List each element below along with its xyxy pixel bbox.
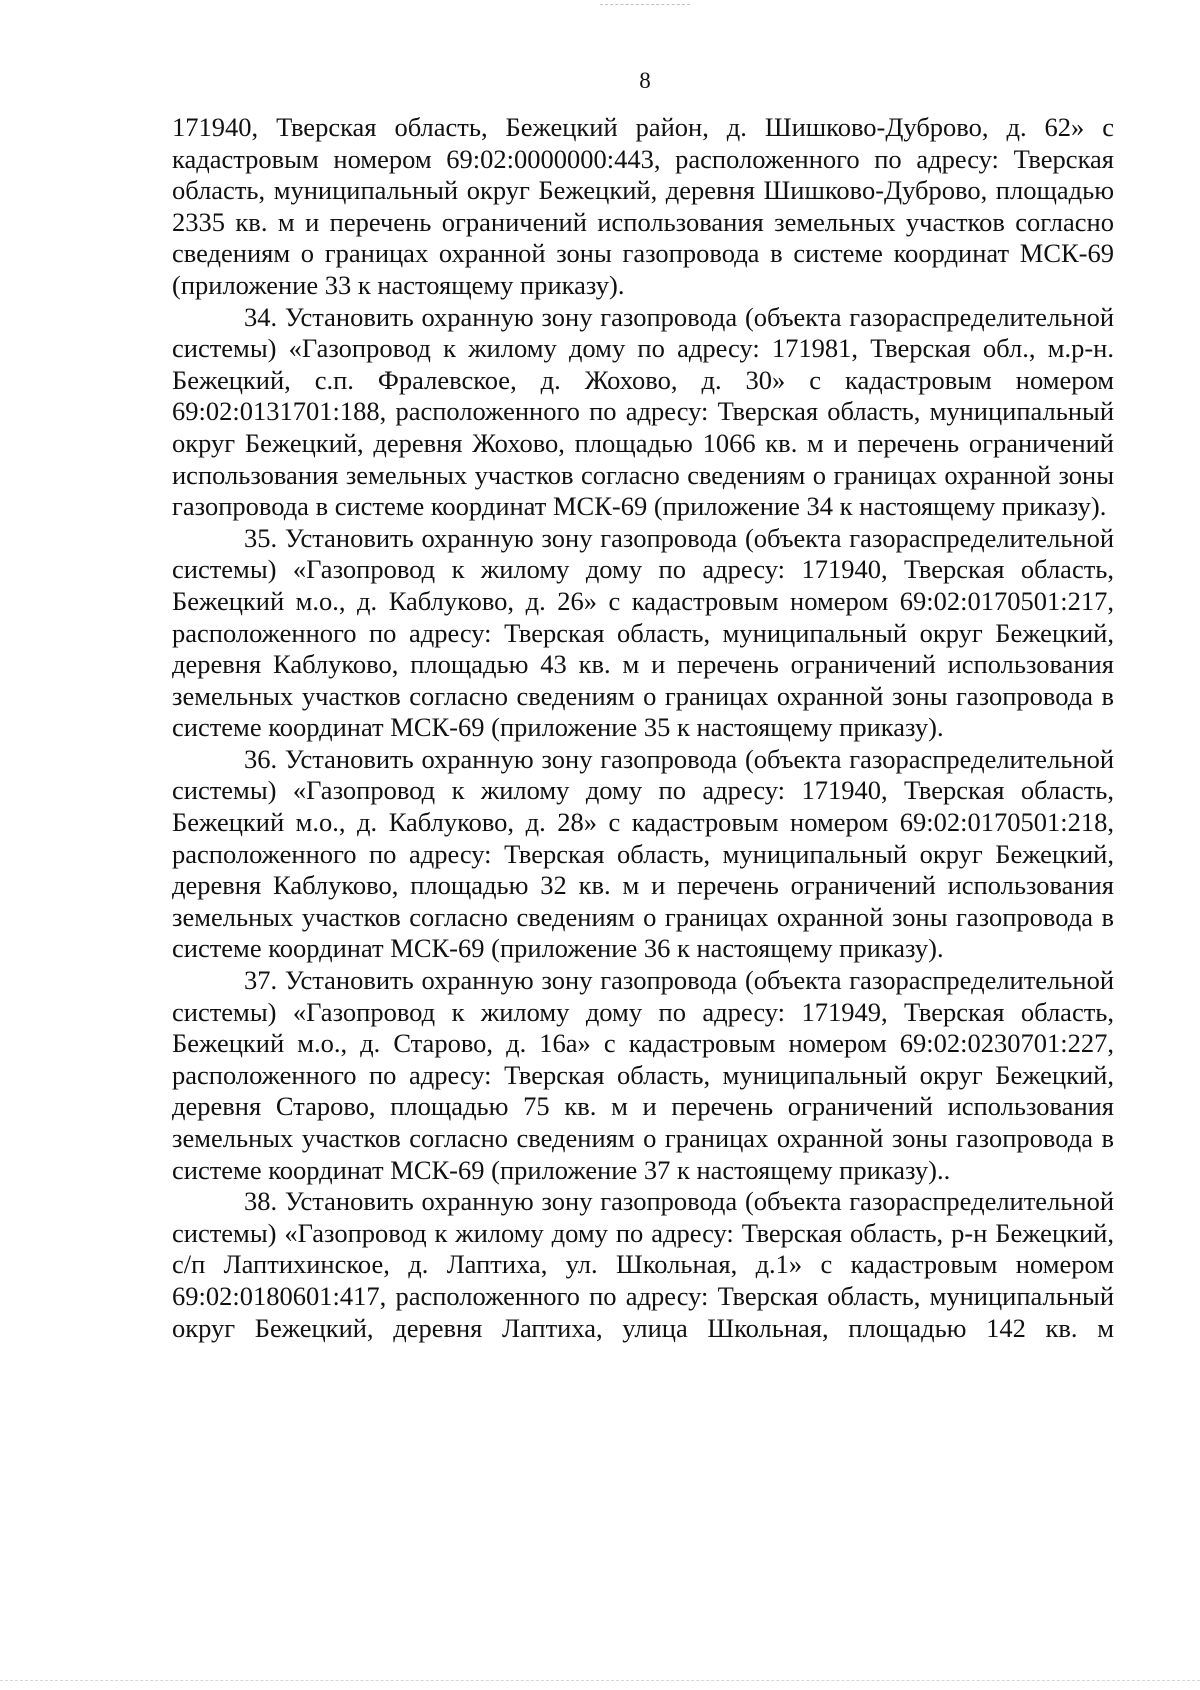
paragraph-item-35: 35. Установить охранную зону газопровода (объекта газораспределительной системы) «Газопровод к жилому дому по адресу: 171940, Тверская область, Бежецкий м.о., д. Каблуково, д. 26» с кадастровым номером 69:02:0170501:217, расположенного по адресу: Тверская область, муниципальный округ Бежецкий, деревня Каблуково, площадью 43 кв. м и перечень ограничений использования земельных участков согласно сведениям о границах охранной зоны газопровода в системе координат МСК-69 (приложение 35 к настоящему приказу). bbox=[172, 522, 1114, 743]
paragraph-item-36: 36. Установить охранную зону газопровода (объекта газораспределительной системы) «Газопровод к жилому дому по адресу: 171940, Тверская область, Бежецкий м.о., д. Каблуково, д. 28» с кадастровым номером 69:02:0170501:218, расположенного по адресу: Тверская область, муниципальный округ Бежецкий, деревня Каблуково, площадью 32 кв. м и перечень ограничений использования земельных участков согласно сведениям о границах охранной зоны газопровода в системе координат МСК-69 (приложение 36 к настоящему приказу). bbox=[172, 743, 1114, 964]
document-body bbox=[172, 112, 1114, 1344]
paragraph-item-34: 34. Установить охранную зону газопровода (объекта газораспределительной системы) «Газопровод к жилому дому по адресу: 171981, Тверская обл., м.р-н. Бежецкий, с.п. Фралевское, д. Жохово, д. 30» с кадастровым номером 69:02:0131701:188, расположенного по адресу: Тверская область, муниципальный округ Бежецкий, деревня Жохово, площадью 1066 кв. м и перечень ограничений использования земельных участков согласно сведениям о границах охранной зоны газопровода в системе координат МСК-69 (приложение 34 к настоящему приказу). bbox=[172, 301, 1114, 522]
paragraph-continuation: 171940, Тверская область, Бежецкий район, д. Шишково-Дуброво, д. 62» с кадастровым номером 69:02:0000000:443, расположенного по адресу: Тверская область, муниципальный округ Бежецкий, деревня Шишково-Дуброво, площадью 2335 кв. м и перечень ограничений использования земельных участков согласно сведениям о границах охранной зоны газопровода в системе координат МСК-69 (приложение 33 к настоящему приказу). bbox=[172, 112, 1114, 300]
scan-artifact-bottom bbox=[0, 1680, 1200, 1682]
paragraph-item-37: 37. Установить охранную зону газопровода (объекта газораспределительной системы) «Газопровод к жилому дому по адресу: 171949, Тверская область, Бежецкий м.о., д. Старово, д. 16а» с кадастровым номером 69:02:0230701:227, расположенного по адресу: Тверская область, муниципальный округ Бежецкий, деревня Старово, площадью 75 кв. м и перечень ограничений использования земельных участков согласно сведениям о границах охранной зоны газопровода в системе координат МСК-69 (приложение 37 к настоящему приказу).. bbox=[172, 965, 1114, 1185]
paragraph-item-38: 38. Установить охранную зону газопровода (объекта газораспределительной системы) «Газопровод к жилому дому по адресу: Тверская область, р-н Бежецкий, с/п Лаптихинское, д. Лаптиха, ул. Школьная, д.1» с кадастровым номером 69:02:0180601:417, расположенного по адресу: Тверская область, муниципальный округ Бежецкий, деревня Лаптиха, улица Школьная, площадью 142 кв. м bbox=[172, 1186, 1114, 1343]
scan-artifact-top bbox=[600, 4, 690, 7]
page-number: 8 bbox=[639, 68, 651, 93]
